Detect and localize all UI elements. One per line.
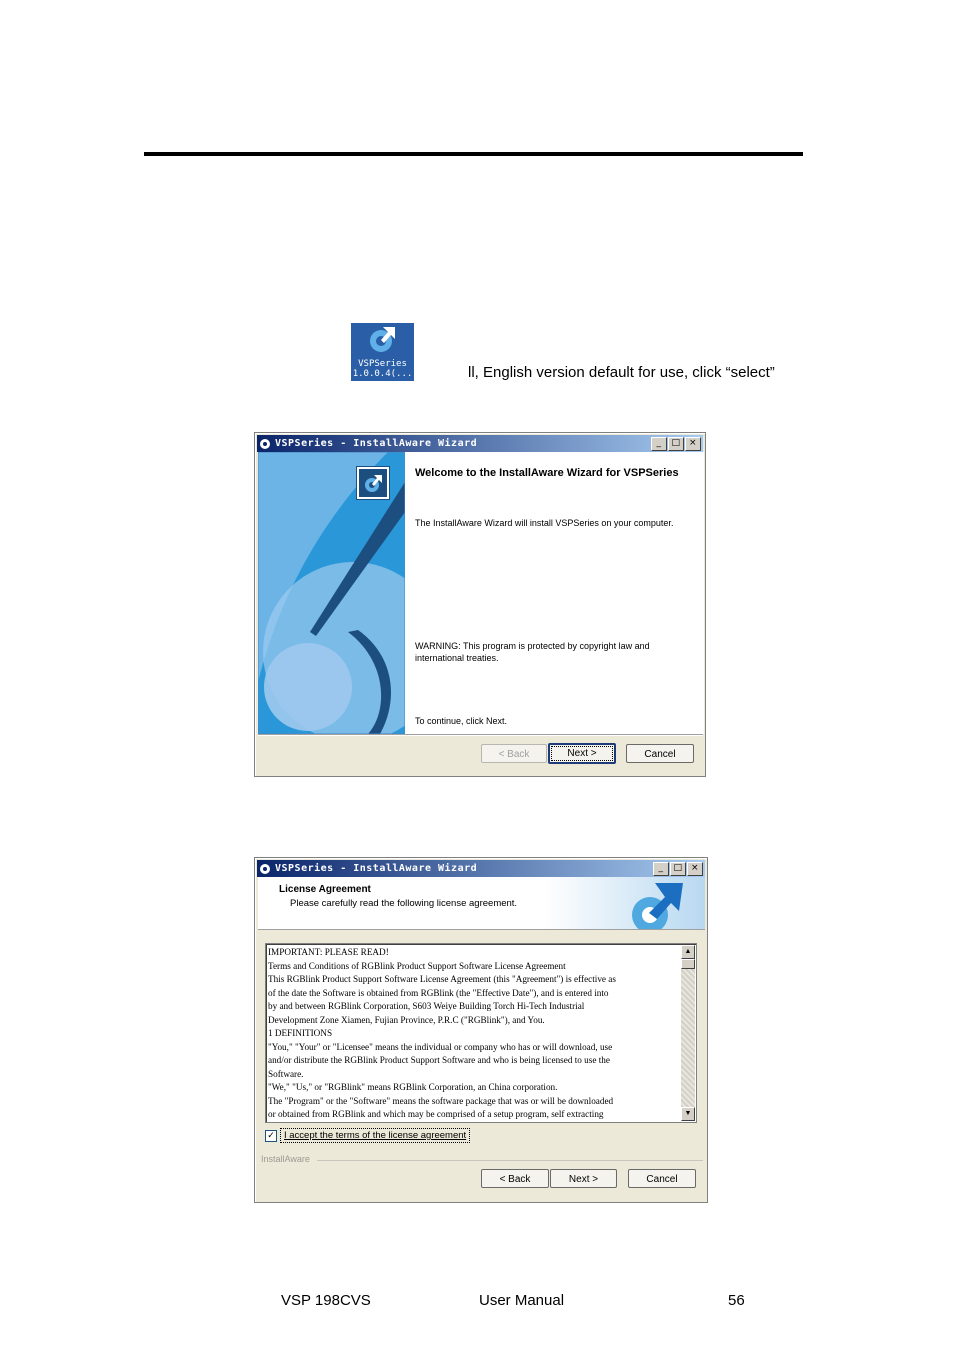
back-button[interactable]: < Back <box>481 1169 549 1188</box>
back-button[interactable]: < Back <box>481 744 547 763</box>
wizard-logo-icon <box>356 466 390 500</box>
license-title-bar[interactable] <box>257 860 705 877</box>
close-button[interactable]: × <box>687 862 703 876</box>
scroll-thumb[interactable] <box>681 959 695 969</box>
license-line: and/or distribute the RGBlink Product Support Software and who is being licensed to use the <box>268 1055 610 1065</box>
close-button[interactable]: × <box>685 437 701 451</box>
welcome-body: The InstallAware Wizard will install VSPSeries on your computer. <box>415 518 674 528</box>
license-text-box[interactable] <box>265 943 697 1123</box>
welcome-window-title: VSPSeries - InstallAware Wizard <box>275 438 478 449</box>
app-icon <box>259 437 272 450</box>
license-line: Terms and Conditions of RGBlink Product Support Software License Agreement <box>268 960 566 971</box>
license-line: The "Program" or the "Software" means the software package that was or will be downloaded <box>268 1095 614 1106</box>
license-line: 1 DEFINITIONS <box>268 1028 333 1038</box>
copyright-warning: WARNING: This program is protected by copyright law and international treaties. <box>415 641 650 663</box>
desktop-shortcut-icon[interactable] <box>351 323 414 381</box>
license-line: "We," "Us," or "RGBlink" means RGBlink Corporation, an China corporation. <box>268 1082 558 1092</box>
minimize-button[interactable]: _ <box>651 437 667 451</box>
license-line: Software. <box>268 1068 304 1079</box>
button-separator <box>258 734 703 735</box>
welcome-wizard-window <box>254 432 706 777</box>
scroll-down-icon[interactable]: ▼ <box>681 1107 695 1121</box>
maximize-button[interactable]: □ <box>670 862 686 876</box>
license-wizard-window <box>254 857 708 1203</box>
license-line: IMPORTANT: PLEASE READ! <box>268 947 389 957</box>
license-header-title: License Agreement <box>279 884 371 895</box>
maximize-button[interactable]: □ <box>668 437 684 451</box>
installaware-group-label: InstallAware <box>261 1154 310 1164</box>
next-button[interactable]: Next > <box>550 1169 617 1188</box>
header-rule <box>144 152 803 156</box>
license-line: by and between RGBlink Corporation, S603 Weiye Building Torch Hi-Tech Industrial <box>268 1001 585 1011</box>
app-icon <box>259 862 272 875</box>
desktop-icon-label: VSPSeries 1.0.0.4(... <box>352 359 413 379</box>
welcome-content <box>405 452 704 734</box>
license-line: Development Zone Xiamen, Fujian Province, P.R.C ("RGBlink"), and You. <box>268 1014 545 1025</box>
group-divider <box>317 1160 703 1161</box>
cancel-button[interactable]: Cancel <box>626 744 694 763</box>
license-line: "You," "Your" or "Licensee" means the individual or company who has or will download, use <box>268 1041 613 1052</box>
accept-label[interactable]: I accept the terms of the license agreement <box>280 1128 470 1143</box>
accept-checkbox[interactable]: ✓ <box>265 1130 277 1142</box>
welcome-title-bar[interactable] <box>257 435 703 452</box>
wizard-side-banner <box>258 452 405 734</box>
continue-instruction: To continue, click Next. <box>415 716 508 726</box>
license-header-subtitle: Please carefully read the following license agreement. <box>290 898 518 909</box>
minimize-button[interactable]: _ <box>653 862 669 876</box>
license-window-title: VSPSeries - InstallAware Wizard <box>275 863 478 874</box>
license-line: This RGBlink Product Support Software License Agreement (this "Agreement") is effective as <box>268 974 616 984</box>
scroll-up-icon[interactable]: ▲ <box>681 945 695 959</box>
license-line: of the date the Software is obtained from RGBlink (the "Effective Date"), and is entered into <box>268 987 609 998</box>
license-text <box>268 946 678 1122</box>
license-header <box>258 877 705 930</box>
cancel-button[interactable]: Cancel <box>628 1169 696 1188</box>
license-line: or obtained from RGBlink and which may be comprised of a setup program, self extracting <box>268 1109 604 1119</box>
footer-page-number: 56 <box>728 1292 745 1309</box>
license-scrollbar[interactable] <box>681 945 695 1121</box>
intro-text: ll, English version default for use, click “select” <box>468 364 775 381</box>
footer-doc-title: User Manual <box>479 1292 565 1309</box>
next-button[interactable]: Next > <box>548 743 616 764</box>
footer-product: VSP 198CVS <box>281 1292 371 1309</box>
header-logo-icon <box>545 877 705 929</box>
welcome-heading: Welcome to the InstallAware Wizard for VSPSeries <box>415 467 679 479</box>
